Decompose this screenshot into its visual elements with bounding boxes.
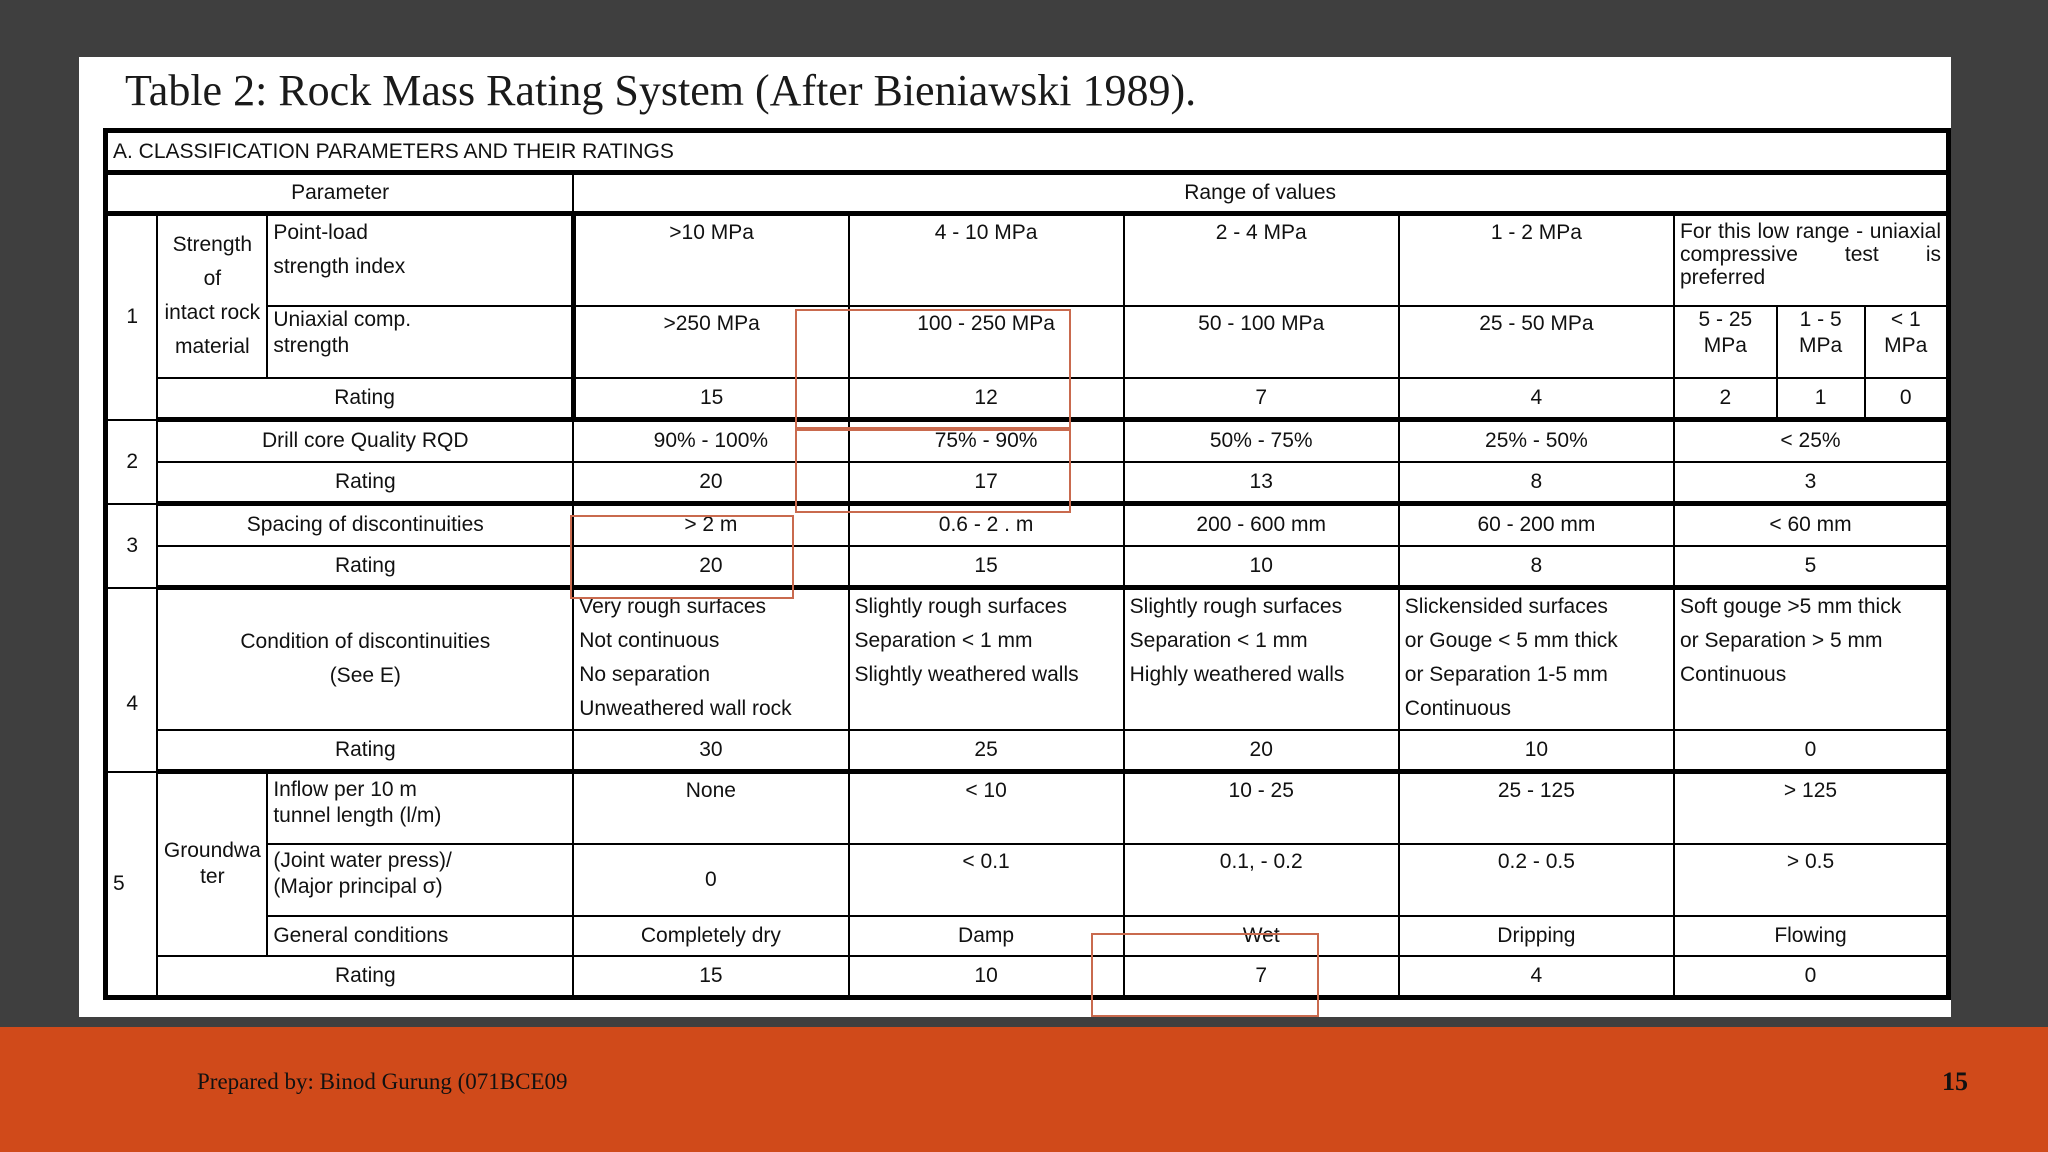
table-cell: 0.2 - 0.5 — [1399, 844, 1674, 916]
table-cell: 100 - 250 MPa — [849, 306, 1124, 378]
table-cell: 4 - 10 MPa — [849, 214, 1124, 306]
rating-cell: 15 — [573, 378, 848, 420]
table-caption: Table 2: Rock Mass Rating System (After Bieniawski 1989). — [125, 66, 1197, 115]
rating-cell: 7 — [1124, 378, 1399, 420]
table-row — [106, 844, 1949, 916]
table-cell: 90% - 100% — [573, 420, 848, 462]
row-label: Uniaxial comp. strength — [267, 306, 573, 378]
header-parameter: Parameter — [106, 173, 574, 214]
table-cell: < 0.1 — [849, 844, 1124, 916]
table-row — [106, 306, 1949, 378]
table-cell: < 25% — [1674, 420, 1949, 462]
table-cell: 5 - 25 MPa — [1674, 306, 1777, 378]
rating-cell: 20 — [1124, 730, 1399, 772]
rating-cell: 1 — [1777, 378, 1865, 420]
table-cell: Damp — [849, 916, 1124, 956]
table-cell: 1 - 2 MPa — [1399, 214, 1674, 306]
param-number: 3 — [106, 504, 158, 588]
rating-cell: 4 — [1399, 956, 1674, 998]
table-cell: 25 - 50 MPa — [1399, 306, 1674, 378]
rating-cell: 10 — [1399, 730, 1674, 772]
rating-cell: 4 — [1399, 378, 1674, 420]
rating-cell: 8 — [1399, 546, 1674, 588]
table-cell: Wet — [1124, 916, 1399, 956]
table-cell: Slightly rough surfaces Separation < 1 mm Slightly weathered walls — [849, 588, 1124, 730]
param-number: 4 — [106, 588, 158, 772]
rating-cell: 5 — [1674, 546, 1949, 588]
footer-author: Prepared by: Binod Gurung (071BCE09 — [197, 1069, 568, 1094]
rating-cell: 12 — [849, 378, 1124, 420]
rating-label: Rating — [157, 956, 573, 998]
table-cell: < 60 mm — [1674, 504, 1949, 546]
rating-cell: 0 — [1674, 956, 1949, 998]
rating-label: Rating — [157, 730, 573, 772]
rating-cell: 15 — [573, 956, 848, 998]
table-row — [106, 772, 1949, 844]
rating-cell: 2 — [1674, 378, 1777, 420]
rating-cell: 13 — [1124, 462, 1399, 504]
table-cell: 1 - 5 MPa — [1777, 306, 1865, 378]
row-label: (Joint water press)/ (Major principal σ) — [267, 844, 573, 916]
table-cell: 50% - 75% — [1124, 420, 1399, 462]
table-row — [106, 546, 1949, 588]
table-cell: None — [573, 772, 848, 844]
row-label: Drill core Quality RQD — [157, 420, 573, 462]
table-row — [106, 916, 1949, 956]
table-image — [79, 57, 1951, 1017]
table-row — [106, 420, 1949, 462]
table-cell: 25% - 50% — [1399, 420, 1674, 462]
table-cell: 200 - 600 mm — [1124, 504, 1399, 546]
rating-cell: 17 — [849, 462, 1124, 504]
rating-label: Rating — [157, 546, 573, 588]
rating-cell: 8 — [1399, 462, 1674, 504]
table-cell: Soft gouge >5 mm thick or Separation > 5 mm Continuous — [1674, 588, 1949, 730]
table-cell: > 125 — [1674, 772, 1949, 844]
rating-label: Rating — [157, 462, 573, 504]
table-row — [106, 588, 1949, 730]
row-label: Spacing of discontinuities — [157, 504, 573, 546]
rating-label: Rating — [157, 378, 573, 420]
row-label: Point-load strength index — [267, 214, 573, 306]
table-cell: > 2 m — [573, 504, 848, 546]
rating-cell: 0 — [1674, 730, 1949, 772]
row-label: Condition of discontinuities (See E) — [157, 588, 573, 730]
table-cell: Slickensided surfaces or Gouge < 5 mm thick or Separation 1-5 mm Continuous — [1399, 588, 1674, 730]
table-row — [106, 504, 1949, 546]
param-name: Groundwa ter — [157, 772, 267, 956]
table-row — [106, 378, 1949, 420]
rating-cell: 10 — [1124, 546, 1399, 588]
table-cell: 2 - 4 MPa — [1124, 214, 1399, 306]
table-cell: Flowing — [1674, 916, 1949, 956]
table-cell: 60 - 200 mm — [1399, 504, 1674, 546]
table-row — [106, 214, 1949, 306]
table-cell: >10 MPa — [573, 214, 848, 306]
table-cell: 75% - 90% — [849, 420, 1124, 462]
param-number: 1 — [106, 214, 158, 420]
table-cell: < 1 MPa — [1865, 306, 1949, 378]
table-cell: Completely dry — [573, 916, 848, 956]
rating-cell: 15 — [849, 546, 1124, 588]
row-label: Inflow per 10 m tunnel length (l/m) — [267, 772, 573, 844]
table-row — [106, 730, 1949, 772]
rmr-table — [103, 128, 1951, 1000]
table-cell: 25 - 125 — [1399, 772, 1674, 844]
rating-cell: 10 — [849, 956, 1124, 998]
table-cell: 0.1, - 0.2 — [1124, 844, 1399, 916]
header-range: Range of values — [573, 173, 1948, 214]
table-cell: Very rough surfaces Not continuous No separation Unweathered wall rock — [573, 588, 848, 730]
param-number: 2 — [106, 420, 158, 504]
table-cell: Slightly rough surfaces Separation < 1 mm Highly weathered walls — [1124, 588, 1399, 730]
table-cell: > 0.5 — [1674, 844, 1949, 916]
page-number: 15 — [1942, 1067, 1968, 1096]
table-cell: 0.6 - 2 . m — [849, 504, 1124, 546]
section-title: A. CLASSIFICATION PARAMETERS AND THEIR RATINGS — [106, 131, 1949, 173]
param-name: Strength of intact rock material — [157, 214, 267, 378]
table-row — [106, 956, 1949, 998]
table-cell: < 10 — [849, 772, 1124, 844]
table-cell: 50 - 100 MPa — [1124, 306, 1399, 378]
table-note: For this low range - uniaxial compressive test is preferred — [1674, 214, 1949, 306]
rating-cell: 3 — [1674, 462, 1949, 504]
table-cell: >250 MPa — [573, 306, 848, 378]
rating-cell: 20 — [573, 546, 848, 588]
param-number: 5 — [106, 772, 158, 998]
table-cell: 10 - 25 — [1124, 772, 1399, 844]
table-row — [106, 462, 1949, 504]
table-cell: 0 — [573, 844, 848, 916]
rating-cell: 20 — [573, 462, 848, 504]
rating-cell: 25 — [849, 730, 1124, 772]
slide-footer — [0, 1027, 2048, 1152]
row-label: General conditions — [267, 916, 573, 956]
rating-cell: 30 — [573, 730, 848, 772]
rating-cell: 7 — [1124, 956, 1399, 998]
rating-cell: 0 — [1865, 378, 1949, 420]
table-cell: Dripping — [1399, 916, 1674, 956]
